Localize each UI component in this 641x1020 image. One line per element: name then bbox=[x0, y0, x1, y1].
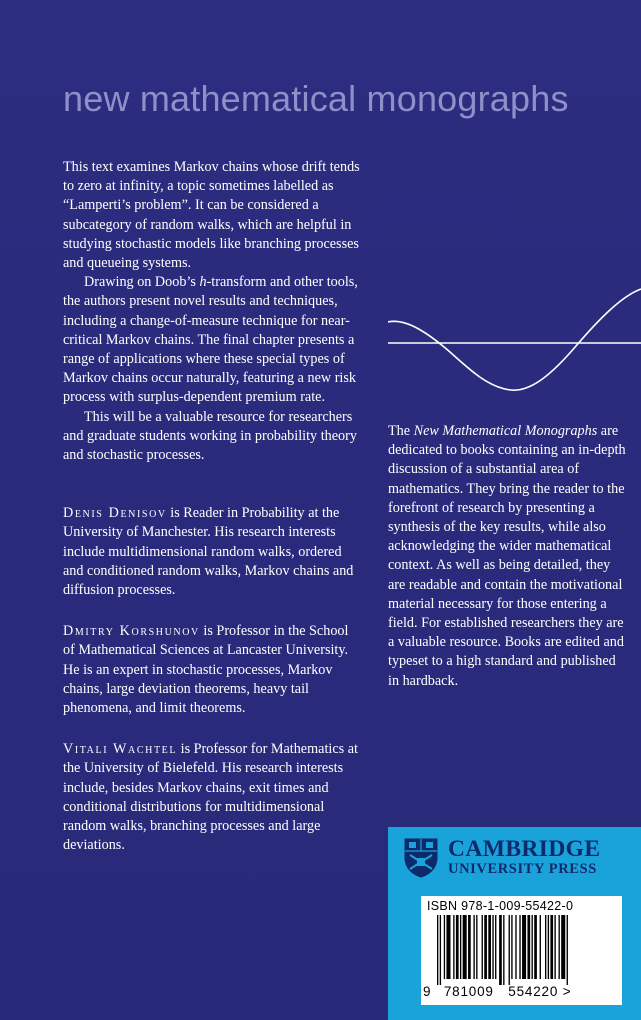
barcode-bar bbox=[468, 915, 471, 979]
barcode-bar bbox=[559, 915, 560, 979]
author-bio-text: is Reader in Probability at the University of Manchester. His research interests include multidimensional random walks, ordered and conditioned random walks, Markov chains and diffusion processes. bbox=[63, 505, 354, 599]
barcode-bar bbox=[515, 915, 516, 979]
series-description bbox=[388, 422, 626, 691]
author-name: Vitali Wachtel bbox=[63, 741, 178, 758]
barcode-bars bbox=[425, 915, 618, 985]
barcode-bar bbox=[456, 915, 459, 979]
author-bio-text: is Professor in the School of Mathematical Sciences at Lancaster University. He is an expert in stochastic processes, Markov chains, large deviation theorems, heavy tail phenomena, and limit theorems. bbox=[63, 623, 349, 717]
blurb-paragraph-3: This will be a valuable resource for researchers and graduate students working in probability theory and stochastic processes. bbox=[63, 408, 357, 464]
barcode-bar bbox=[488, 915, 491, 979]
author-bio-denisov bbox=[63, 504, 363, 600]
barcode-bar bbox=[437, 915, 438, 985]
barcode-bar bbox=[519, 915, 520, 979]
barcode-bar bbox=[540, 915, 541, 979]
barcode-bar bbox=[440, 915, 441, 985]
barcode-bar bbox=[532, 915, 533, 979]
barcode-bar bbox=[527, 915, 530, 979]
barcode-bar bbox=[534, 915, 537, 979]
isbn-barcode bbox=[421, 896, 622, 1005]
author-name: Dmitry Korshunov bbox=[63, 623, 200, 640]
barcode-digit-group-2: 554220 bbox=[508, 984, 559, 999]
barcode-digits bbox=[423, 984, 621, 999]
author-name: Denis Denisov bbox=[63, 505, 167, 522]
barcode-bar bbox=[473, 915, 474, 979]
publisher-panel bbox=[388, 827, 641, 1020]
author-bio-korshunov bbox=[63, 622, 363, 718]
barcode-bar bbox=[567, 915, 568, 985]
series-description-start: The bbox=[388, 423, 414, 439]
series-title: new mathematical monographs bbox=[63, 78, 569, 119]
barcode-bar bbox=[484, 915, 487, 979]
barcode-bar bbox=[482, 915, 483, 979]
barcode-bar bbox=[444, 915, 445, 979]
barcode-digit-group-1: 781009 bbox=[443, 984, 494, 999]
isbn-label: ISBN 978-1-009-55422-0 bbox=[427, 899, 574, 913]
publisher-logo bbox=[404, 837, 639, 877]
sine-wave-graphic bbox=[388, 288, 641, 392]
barcode-bar bbox=[503, 915, 504, 985]
publisher-name-line1: CAMBRIDGE bbox=[448, 836, 601, 862]
barcode-bar bbox=[492, 915, 493, 979]
blurb-paragraph-2-rest: -transform and other tools, the authors present novel results and techniques, including a change-of-measure technique for near-critical Markov chains. The final chapter presents a range of applications where these special types of Markov chains occur naturally, featuring a new risk process with surplus-dependent premium rate. bbox=[63, 274, 358, 406]
barcode-bar bbox=[476, 915, 477, 979]
barcode-bar bbox=[554, 915, 555, 979]
barcode-digit-trail: > bbox=[562, 984, 572, 999]
barcode-bar bbox=[511, 915, 512, 979]
publisher-name-line2: UNIVERSITY PRESS bbox=[448, 861, 597, 877]
barcode-bar bbox=[522, 915, 526, 979]
barcode-bar bbox=[548, 915, 549, 979]
author-bio-wachtel bbox=[63, 740, 363, 855]
barcode-bar bbox=[499, 915, 502, 985]
blurb-paragraph-2-start: Drawing on Doob’s bbox=[84, 274, 200, 291]
blurb-paragraph-2 bbox=[63, 273, 363, 407]
author-bio-text: is Professor for Mathematics at the University of Bielefeld. His research interests include, besides Markov chains, exit times and conditional distributions for multidimensional random walks, branching processes and large deviations. bbox=[63, 741, 358, 854]
barcode-digit-lead: 9 bbox=[423, 984, 432, 999]
barcode-bar bbox=[495, 915, 496, 979]
blurb-paragraph-1: This text examines Markov chains whose drift tends to zero at infinity, a topic sometimes labelled as “Lamperti’s problem”. It can be considered a subcategory of random walks, which are helpful in studying stochastic models like branching processes and queueing systems. bbox=[63, 159, 360, 272]
series-description-rest: are dedicated to books containing an in-depth discussion of a substantial area of mathematics. They bring the reader to the forefront of research by presenting a synthesis of the key results, while also acknowledging the wider mathematical context. As well as being detailed, they are readable and contain the motivational material necessary for those entering a field. For established researchers they are a valuable resource. Books are edited and typeset to a high standard and published in hardback. bbox=[388, 423, 626, 689]
barcode-bar bbox=[545, 915, 546, 979]
h-transform-italic: h bbox=[199, 274, 207, 291]
cambridge-shield-icon bbox=[404, 838, 438, 878]
blurb-column bbox=[63, 158, 363, 856]
barcode-bar bbox=[509, 915, 510, 985]
publisher-name bbox=[448, 837, 600, 878]
barcode-bar bbox=[453, 915, 454, 979]
barcode-bar bbox=[460, 915, 461, 979]
barcode-bar bbox=[561, 915, 565, 979]
barcode-bar bbox=[446, 915, 450, 979]
sine-wave-curve bbox=[388, 289, 641, 390]
series-name-italic: New Mathematical Monographs bbox=[413, 423, 598, 439]
barcode-bar bbox=[550, 915, 553, 979]
series-description-column bbox=[388, 422, 626, 691]
barcode-bar bbox=[463, 915, 467, 979]
